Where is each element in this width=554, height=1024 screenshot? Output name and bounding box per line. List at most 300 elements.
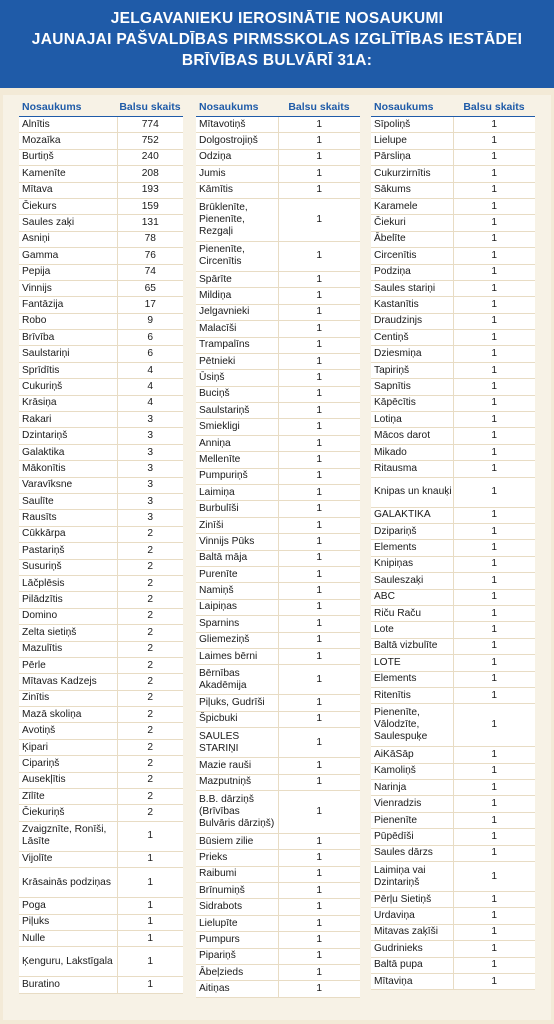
table-row <box>19 117 183 133</box>
row-votes: 1 <box>278 774 360 790</box>
row-votes: 1 <box>453 957 535 973</box>
row-votes: 2 <box>117 707 183 723</box>
row-name: Mazulītis <box>19 641 117 657</box>
row-name: Kamenīte <box>19 166 117 182</box>
row-name: Brīnumiņš <box>196 883 278 899</box>
table-row <box>19 461 183 477</box>
row-name: Malacīši <box>196 321 278 337</box>
row-name: Sprīdītis <box>19 362 117 378</box>
row-votes: 2 <box>117 526 183 542</box>
row-votes: 1 <box>453 395 535 411</box>
table-row <box>371 687 535 703</box>
row-votes: 1 <box>117 898 183 914</box>
table-row <box>19 821 183 851</box>
row-votes: 1 <box>278 790 360 833</box>
row-name: Pienenīte, Circenītis <box>196 241 278 271</box>
table-row <box>196 117 360 133</box>
table-row <box>371 589 535 605</box>
row-votes: 1 <box>453 362 535 378</box>
row-name: Krāsiņa <box>19 395 117 411</box>
row-votes: 1 <box>453 892 535 908</box>
row-name: Jelgavnieki <box>196 304 278 320</box>
table-row <box>196 241 360 271</box>
row-votes: 17 <box>117 297 183 313</box>
row-name: Robo <box>19 313 117 329</box>
table-row <box>19 264 183 280</box>
row-name: Centiņš <box>371 330 453 346</box>
row-votes: 1 <box>278 198 360 241</box>
row-votes: 1 <box>278 981 360 997</box>
row-votes: 1 <box>278 166 360 182</box>
row-votes: 1 <box>453 428 535 444</box>
table-row <box>371 330 535 346</box>
row-votes: 1 <box>278 850 360 866</box>
table-row <box>196 695 360 711</box>
table-row <box>19 625 183 641</box>
table-row <box>371 428 535 444</box>
table-row <box>196 386 360 402</box>
row-name: Pūpēdīši <box>371 829 453 845</box>
table-row <box>196 403 360 419</box>
row-votes: 1 <box>117 930 183 946</box>
row-name: Mozaīka <box>19 133 117 149</box>
row-name: Saules zaķi <box>19 215 117 231</box>
row-votes: 1 <box>453 477 535 507</box>
row-name: Mītaviņa <box>371 973 453 989</box>
row-name: Pilādzītis <box>19 592 117 608</box>
row-votes: 1 <box>453 215 535 231</box>
row-name: Purenīte <box>196 566 278 582</box>
row-name: Ķipari <box>19 739 117 755</box>
row-name: Susuriņš <box>19 559 117 575</box>
row-votes: 1 <box>278 932 360 948</box>
table-row <box>19 543 183 559</box>
row-name: Zinītis <box>19 690 117 706</box>
row-name: ABC <box>371 589 453 605</box>
table-row <box>19 395 183 411</box>
table-row <box>196 883 360 899</box>
table-row <box>371 248 535 264</box>
row-votes: 1 <box>453 671 535 687</box>
header-name: Nosaukums <box>196 98 278 117</box>
row-votes: 2 <box>117 592 183 608</box>
row-name: Ķenguru, Lakstīgala <box>19 947 117 977</box>
row-votes: 1 <box>453 924 535 940</box>
row-name: Mitavas zaķīši <box>371 924 453 940</box>
row-votes: 1 <box>278 468 360 484</box>
row-name: Būsiem zilie <box>196 833 278 849</box>
table-row <box>19 313 183 329</box>
row-name: Kamoliņš <box>371 763 453 779</box>
row-name: Mītavotiņš <box>196 117 278 133</box>
table-row <box>371 829 535 845</box>
table-row <box>196 965 360 981</box>
row-votes: 1 <box>278 915 360 931</box>
table-row <box>19 739 183 755</box>
row-name: Cukurzirnītis <box>371 166 453 182</box>
table-row <box>196 665 360 695</box>
row-name: Ritausma <box>371 461 453 477</box>
row-votes: 1 <box>278 241 360 271</box>
table-row <box>19 756 183 772</box>
table-row <box>371 461 535 477</box>
table-row <box>196 485 360 501</box>
row-name: Raibumi <box>196 866 278 882</box>
row-name: Sākums <box>371 182 453 198</box>
table-row <box>196 166 360 182</box>
table-row <box>371 362 535 378</box>
row-name: Pētnieki <box>196 353 278 369</box>
table-row <box>19 641 183 657</box>
table-row <box>196 790 360 833</box>
row-votes: 1 <box>453 231 535 247</box>
row-name: Pumpurs <box>196 932 278 948</box>
row-name: Elements <box>371 671 453 687</box>
row-votes: 65 <box>117 280 183 296</box>
row-name: Galaktika <box>19 444 117 460</box>
row-name: Asniņi <box>19 231 117 247</box>
row-name: Varavīksne <box>19 477 117 493</box>
row-votes: 2 <box>117 789 183 805</box>
row-name: Ābelīte <box>371 231 453 247</box>
row-name: Sparnins <box>196 616 278 632</box>
row-name: Podziņa <box>371 264 453 280</box>
title-line-2: JAUNAJAI PAŠVALDĪBAS PIRMSSKOLAS IZGLĪTĪBAS IESTĀDEI <box>31 31 523 48</box>
row-name: Mazputniņš <box>196 774 278 790</box>
table-row <box>371 671 535 687</box>
row-name: Vinnijs <box>19 280 117 296</box>
row-votes: 1 <box>278 632 360 648</box>
row-name: Anniņa <box>196 435 278 451</box>
table-row <box>371 605 535 621</box>
row-name: Odziņa <box>196 149 278 165</box>
row-votes: 1 <box>453 605 535 621</box>
table-row <box>19 493 183 509</box>
row-name: Nulle <box>19 930 117 946</box>
row-name: Čiekuriņš <box>19 805 117 821</box>
row-name: Mītavas Kadzejs <box>19 674 117 690</box>
table-row <box>19 674 183 690</box>
row-name: Mikado <box>371 444 453 460</box>
row-votes: 1 <box>278 883 360 899</box>
row-votes: 1 <box>453 461 535 477</box>
row-name: AiKāSāp <box>371 747 453 763</box>
row-name: Rakari <box>19 412 117 428</box>
row-votes: 3 <box>117 444 183 460</box>
row-name: Jumis <box>196 166 278 182</box>
row-name: Kāpēcītis <box>371 395 453 411</box>
row-name: Saules stariņi <box>371 280 453 296</box>
table-row <box>19 930 183 946</box>
row-votes: 1 <box>278 833 360 849</box>
row-name: Sīpoliņš <box>371 117 453 133</box>
table-row <box>19 575 183 591</box>
row-name: Pērle <box>19 657 117 673</box>
table-row <box>19 297 183 313</box>
row-votes: 1 <box>278 403 360 419</box>
row-name: Gamma <box>19 248 117 264</box>
table-row <box>196 899 360 915</box>
row-votes: 2 <box>117 543 183 559</box>
row-name: Karamele <box>371 198 453 214</box>
row-votes: 1 <box>453 523 535 539</box>
row-votes: 1 <box>453 589 535 605</box>
row-votes: 1 <box>453 973 535 989</box>
table-row <box>19 914 183 930</box>
table-row <box>196 149 360 165</box>
table-row <box>196 728 360 758</box>
row-name: Sauleszaķi <box>371 573 453 589</box>
row-votes: 1 <box>278 728 360 758</box>
row-name: Buciņš <box>196 386 278 402</box>
row-name: Mākonītis <box>19 461 117 477</box>
row-votes: 3 <box>117 461 183 477</box>
row-votes: 76 <box>117 248 183 264</box>
table-row <box>196 182 360 198</box>
row-name: Elements <box>371 540 453 556</box>
row-votes: 4 <box>117 379 183 395</box>
title-banner <box>0 0 554 88</box>
table-row <box>196 648 360 664</box>
table-row <box>371 264 535 280</box>
row-name: Riču Raču <box>371 605 453 621</box>
row-name: Laimiņa vai Dzintariņš <box>371 862 453 892</box>
row-votes: 1 <box>453 248 535 264</box>
table-row <box>196 321 360 337</box>
row-votes: 1 <box>278 711 360 727</box>
row-name: Bērnības Akadēmija <box>196 665 278 695</box>
table-row <box>371 973 535 989</box>
row-votes: 1 <box>278 386 360 402</box>
row-name: Aitiņas <box>196 981 278 997</box>
table-row <box>196 419 360 435</box>
row-name: Gliemeziņš <box>196 632 278 648</box>
table-row <box>19 805 183 821</box>
row-name: Baltā pupa <box>371 957 453 973</box>
row-votes: 1 <box>278 321 360 337</box>
row-name: Buratino <box>19 977 117 993</box>
row-votes: 2 <box>117 641 183 657</box>
row-name: Baltā vizbulīte <box>371 638 453 654</box>
row-votes: 1 <box>453 763 535 779</box>
table-row <box>196 774 360 790</box>
row-name: Cūkkārpa <box>19 526 117 542</box>
table-row <box>371 941 535 957</box>
table-row <box>196 932 360 948</box>
table-row <box>371 231 535 247</box>
row-name: LOTE <box>371 655 453 671</box>
row-name: Poga <box>19 898 117 914</box>
row-name: Baltā māja <box>196 550 278 566</box>
row-name: Zvaigznīte, Ronīši, Lāsīte <box>19 821 117 851</box>
row-votes: 1 <box>453 330 535 346</box>
table-row <box>196 468 360 484</box>
row-name: Alnītis <box>19 117 117 133</box>
table-row <box>371 166 535 182</box>
table-row <box>196 758 360 774</box>
row-votes: 1 <box>453 655 535 671</box>
row-votes: 1 <box>453 149 535 165</box>
row-votes: 1 <box>278 599 360 615</box>
table-column-3 <box>371 98 535 990</box>
row-name: Pārsliņa <box>371 149 453 165</box>
row-name: Burbulīši <box>196 501 278 517</box>
row-name: Knipiņas <box>371 556 453 572</box>
row-name: Lāčplēsis <box>19 575 117 591</box>
row-votes: 1 <box>278 337 360 353</box>
row-votes: 1 <box>453 280 535 296</box>
row-name: Mācos darot <box>371 428 453 444</box>
table-row <box>371 655 535 671</box>
row-votes: 1 <box>278 370 360 386</box>
table-row <box>371 523 535 539</box>
row-name: Mazie rauši <box>196 758 278 774</box>
row-votes: 774 <box>117 117 183 133</box>
row-votes: 1 <box>453 556 535 572</box>
row-name: Pepija <box>19 264 117 280</box>
table-row <box>196 353 360 369</box>
table-row <box>196 616 360 632</box>
row-name: Dzintariņš <box>19 428 117 444</box>
row-name: Pērļu Sietiņš <box>371 892 453 908</box>
table-row <box>196 501 360 517</box>
row-votes: 2 <box>117 772 183 788</box>
table-row <box>19 559 183 575</box>
row-votes: 1 <box>453 812 535 828</box>
row-votes: 1 <box>278 566 360 582</box>
row-votes: 1 <box>453 573 535 589</box>
table-row <box>196 133 360 149</box>
row-name: Burtiņš <box>19 149 117 165</box>
table-row <box>371 638 535 654</box>
table-row <box>371 280 535 296</box>
row-name: Pienenīte <box>371 812 453 828</box>
row-votes: 1 <box>453 845 535 861</box>
row-votes: 1 <box>453 297 535 313</box>
table-row <box>196 711 360 727</box>
row-name: Vinnijs Pūks <box>196 534 278 550</box>
table-row <box>19 379 183 395</box>
row-name: Circenītis <box>371 248 453 264</box>
row-name: Kāmītis <box>196 182 278 198</box>
row-votes: 1 <box>278 288 360 304</box>
row-name: Trampalīns <box>196 337 278 353</box>
row-votes: 1 <box>278 866 360 882</box>
table-row <box>196 435 360 451</box>
row-name: Cukuriņš <box>19 379 117 395</box>
row-votes: 1 <box>453 166 535 182</box>
table-row <box>371 215 535 231</box>
row-name: Dziesmiņa <box>371 346 453 362</box>
row-name: Kastanītis <box>371 297 453 313</box>
row-votes: 1 <box>453 862 535 892</box>
header-name: Nosaukums <box>371 98 453 117</box>
table-row <box>196 566 360 582</box>
row-name: Čiekuri <box>371 215 453 231</box>
row-name: Spārīte <box>196 271 278 287</box>
row-name: Domino <box>19 608 117 624</box>
table-row <box>19 947 183 977</box>
table-row <box>19 477 183 493</box>
row-votes: 6 <box>117 330 183 346</box>
row-name: Lielupe <box>371 133 453 149</box>
table-row <box>19 723 183 739</box>
row-votes: 78 <box>117 231 183 247</box>
votes-table-1 <box>19 98 183 994</box>
row-name: Špicbuki <box>196 711 278 727</box>
row-votes: 1 <box>117 868 183 898</box>
table-row <box>371 796 535 812</box>
table-row <box>19 133 183 149</box>
table-row <box>371 556 535 572</box>
table-row <box>196 517 360 533</box>
row-name: Brūklenīte, Pienenīte, Rezgaļi <box>196 198 278 241</box>
row-votes: 1 <box>278 133 360 149</box>
table-column-2 <box>196 98 360 998</box>
table-row <box>19 346 183 362</box>
row-votes: 1 <box>453 941 535 957</box>
table-row <box>371 845 535 861</box>
row-votes: 1 <box>278 353 360 369</box>
row-votes: 752 <box>117 133 183 149</box>
table-row <box>19 772 183 788</box>
table-row <box>196 833 360 849</box>
row-votes: 1 <box>453 687 535 703</box>
row-votes: 208 <box>117 166 183 182</box>
table-row <box>196 304 360 320</box>
votes-table-3 <box>371 98 535 990</box>
row-name: Ritenītis <box>371 687 453 703</box>
row-name: Saulīte <box>19 493 117 509</box>
table-row <box>196 288 360 304</box>
row-votes: 2 <box>117 756 183 772</box>
row-votes: 193 <box>117 182 183 198</box>
table-row <box>19 657 183 673</box>
row-name: Laimiņa <box>196 485 278 501</box>
row-votes: 2 <box>117 657 183 673</box>
row-votes: 1 <box>278 616 360 632</box>
row-name: Pastariņš <box>19 543 117 559</box>
row-votes: 1 <box>278 304 360 320</box>
table-row <box>371 182 535 198</box>
row-votes: 1 <box>278 182 360 198</box>
row-name: B.B. dārziņš (Brīvības Bulvāris dārziņš) <box>196 790 278 833</box>
table-row <box>19 789 183 805</box>
table-row <box>371 924 535 940</box>
table-row <box>19 868 183 898</box>
row-votes: 1 <box>453 264 535 280</box>
table-row <box>371 812 535 828</box>
header-name: Nosaukums <box>19 98 117 117</box>
row-name: Čiekurs <box>19 198 117 214</box>
table-row <box>19 198 183 214</box>
table-row <box>371 540 535 556</box>
row-name: Zīlīte <box>19 789 117 805</box>
row-votes: 1 <box>278 485 360 501</box>
row-votes: 3 <box>117 428 183 444</box>
row-name: Urdaviņa <box>371 908 453 924</box>
table-row <box>19 851 183 867</box>
row-votes: 159 <box>117 198 183 214</box>
row-votes: 1 <box>278 695 360 711</box>
row-name: Saules dārzs <box>371 845 453 861</box>
row-name: Namiņš <box>196 583 278 599</box>
row-votes: 2 <box>117 690 183 706</box>
table-row <box>371 395 535 411</box>
table-row <box>196 271 360 287</box>
row-votes: 1 <box>278 501 360 517</box>
table-row <box>19 330 183 346</box>
